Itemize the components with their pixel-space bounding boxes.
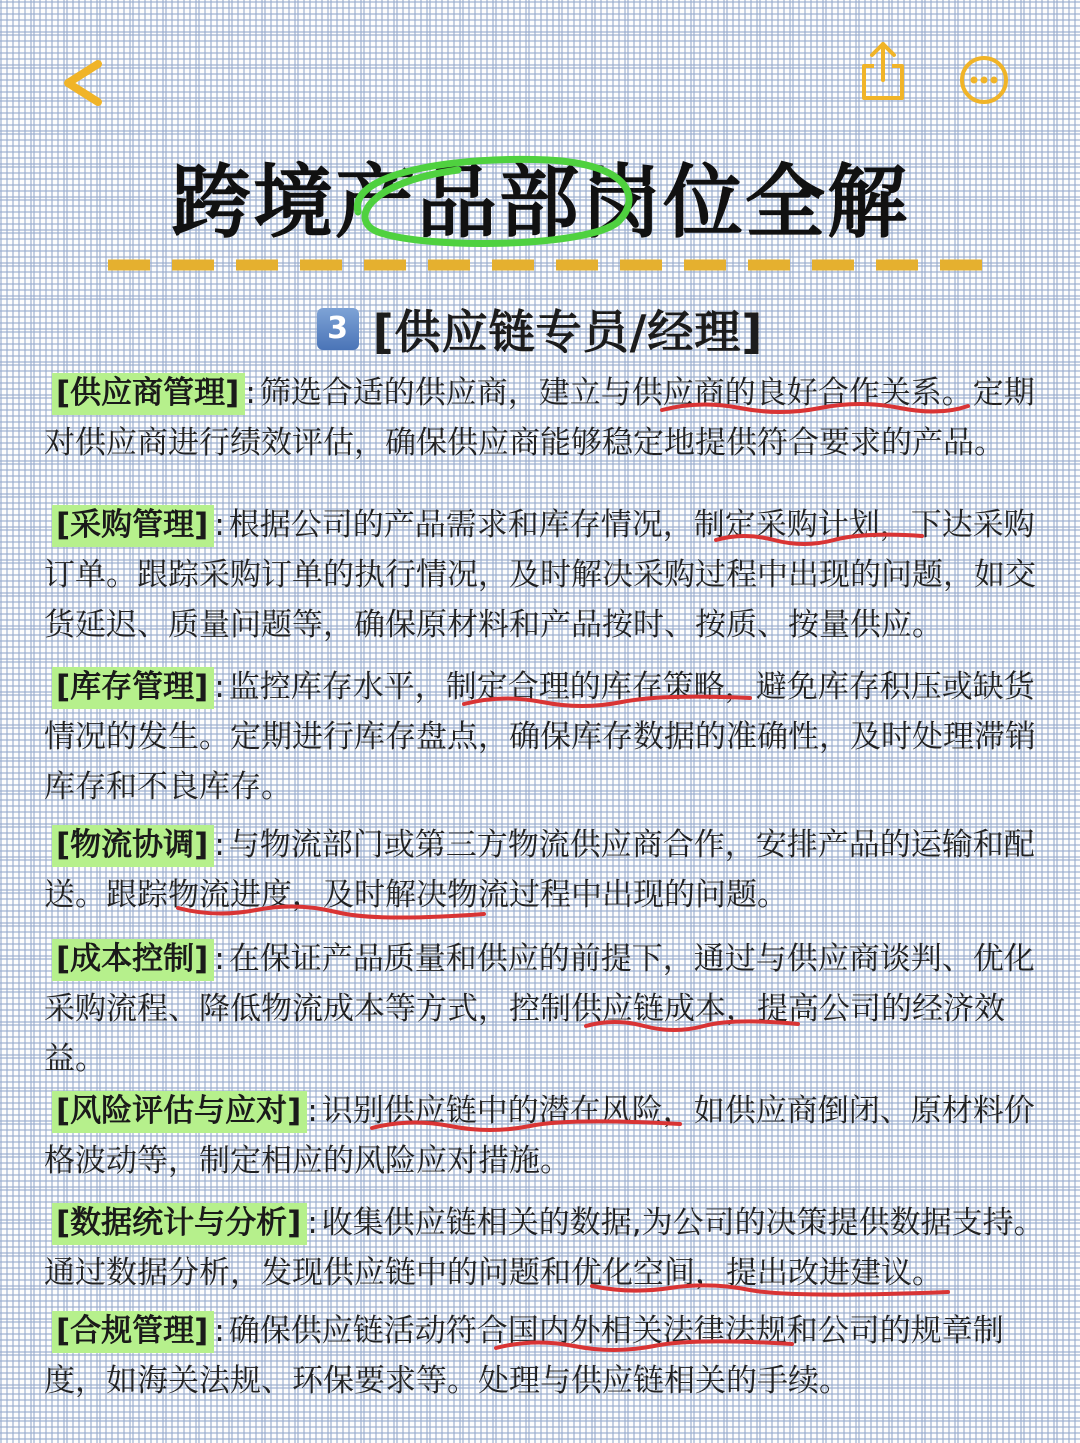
item-tag: [数据统计与分析] bbox=[52, 1203, 307, 1245]
section-title: [供应链专员/经理] bbox=[372, 305, 764, 359]
item-tag: [合规管理] bbox=[52, 1311, 214, 1353]
item-tag: [库存管理] bbox=[52, 667, 214, 709]
item-text: 筛选合适的供应商，建立与供应商的良好合作关系。定期对供应商进行绩效评估，确保供应商能够稳定地提供符合要求的产品。 bbox=[44, 375, 1035, 461]
item-colon: : bbox=[214, 941, 225, 977]
item-text: 监控库存水平，制定合理的库存策略，避免库存积压或缺货情况的发生。定期进行库存盘点，确保库存数据的准确性，及时处理滞销库存和不良库存。 bbox=[44, 669, 1036, 805]
item-colon: : bbox=[214, 669, 225, 705]
dashed-divider bbox=[108, 258, 988, 272]
section-heading bbox=[0, 296, 1080, 360]
item-text: 收集供应链相关的数据,为公司的决策提供数据支持。通过数据分析，发现供应链中的问题和优化空间，提出改进建议。 bbox=[44, 1205, 1045, 1291]
item-tag: [供应商管理] bbox=[52, 373, 245, 415]
item-text: 确保供应链活动符合国内外相关法律法规和公司的规章制度，如海关法规、环保要求等。处理与供应链相关的手续。 bbox=[44, 1313, 1004, 1399]
item-text: 在保证产品质量和供应的前提下，通过与供应商谈判、优化采购流程、降低物流成本等方式，控制供应链成本，提高公司的经济效益。 bbox=[44, 941, 1035, 1077]
top-bar bbox=[0, 40, 1080, 120]
page-title: 跨境产品部岗位全解 bbox=[171, 156, 909, 249]
item-procurement bbox=[44, 500, 1054, 650]
number-badge: 3 bbox=[317, 308, 359, 350]
title-area bbox=[0, 148, 1080, 258]
item-data-analysis bbox=[44, 1198, 1054, 1298]
share-icon[interactable] bbox=[858, 40, 908, 102]
more-icon[interactable] bbox=[958, 54, 1010, 106]
item-compliance bbox=[44, 1306, 1054, 1406]
item-tag: [物流协调] bbox=[52, 825, 214, 867]
item-cost-control bbox=[44, 934, 1054, 1084]
chevron-left-icon[interactable] bbox=[58, 58, 108, 108]
item-text: 根据公司的产品需求和库存情况，制定采购计划，下达采购订单。跟踪采购订单的执行情况，及时解决采购过程中出现的问题，如交货延迟、质量问题等，确保原材料和产品按时、按质、按量供应。 bbox=[44, 507, 1036, 643]
item-logistics bbox=[44, 820, 1054, 920]
item-text: 与物流部门或第三方物流供应商合作，安排产品的运输和配送。跟踪物流进度，及时解决物流过程中出现的问题。 bbox=[44, 827, 1035, 913]
item-supplier-management bbox=[44, 368, 1054, 468]
item-text: 识别供应链中的潜在风险，如供应商倒闭、原材料价格波动等，制定相应的风险应对措施。 bbox=[44, 1093, 1035, 1179]
item-colon: : bbox=[214, 827, 225, 863]
item-inventory bbox=[44, 662, 1054, 812]
item-tag: [成本控制] bbox=[52, 939, 214, 981]
item-colon: : bbox=[214, 507, 225, 543]
item-risk-assessment bbox=[44, 1086, 1054, 1186]
item-colon: : bbox=[245, 375, 256, 411]
item-tag: [采购管理] bbox=[52, 505, 214, 547]
item-colon: : bbox=[307, 1205, 318, 1241]
item-colon: : bbox=[214, 1313, 225, 1349]
item-tag: [风险评估与应对] bbox=[52, 1091, 307, 1133]
item-colon: : bbox=[307, 1093, 318, 1129]
